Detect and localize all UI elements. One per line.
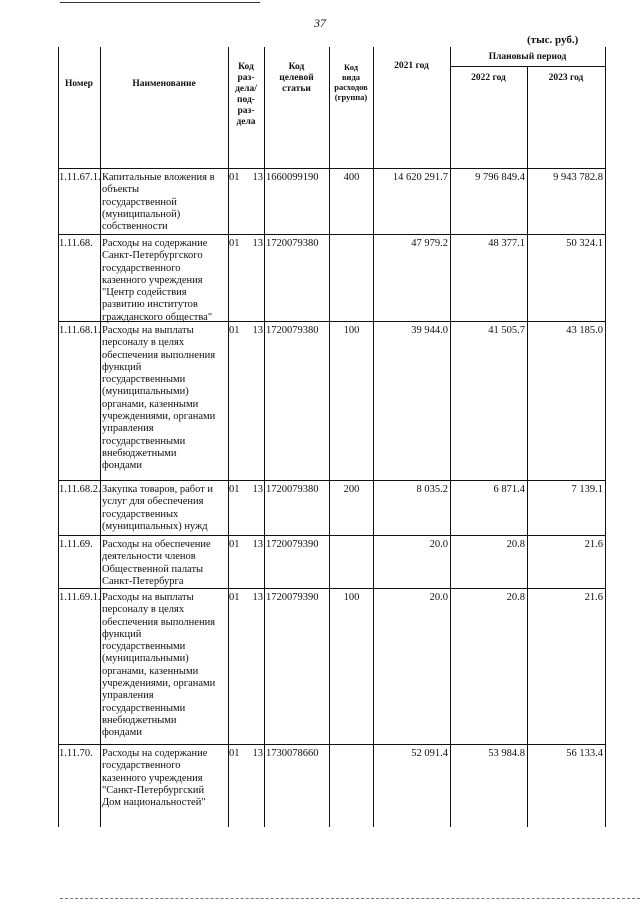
- row-name: Капитальные вложения в объекты государственной (муниципальной) собственности: [102, 172, 215, 233]
- row-border: [58, 168, 605, 169]
- row-section: 01: [229, 238, 240, 249]
- row-section: 01: [229, 325, 240, 336]
- row-amount-2023: 7 139.1: [571, 484, 603, 495]
- header-2023: 2023 год: [548, 73, 584, 83]
- col-border: [373, 47, 374, 827]
- row-amount-2023: 50 324.1: [566, 238, 603, 249]
- row-expense-type: 400: [343, 172, 360, 183]
- row-number: 1.11.68.1.: [59, 325, 101, 336]
- header-expense-type: Код вида расходов (группа): [334, 62, 368, 102]
- row-expense-type: 100: [343, 325, 360, 336]
- header-number: Номер: [65, 79, 93, 89]
- row-amount-2021: 8 035.2: [416, 484, 448, 495]
- row-number: 1.11.70.: [59, 748, 93, 759]
- row-target-code: 1720079390: [266, 592, 319, 603]
- row-amount-2022: 20.8: [506, 592, 525, 603]
- row-amount-2022: 9 796 849.4: [475, 172, 525, 183]
- row-amount-2022: 48 377.1: [488, 238, 525, 249]
- row-amount-2022: 6 871.4: [493, 484, 525, 495]
- row-amount-2021: 52 091.4: [411, 748, 448, 759]
- row-amount-2021: 47 979.2: [411, 238, 448, 249]
- row-border: [58, 744, 605, 745]
- col-border: [605, 47, 606, 827]
- header-target-code: Код целевой статьи: [279, 62, 314, 94]
- col-border: [100, 47, 101, 827]
- row-border: [58, 234, 605, 235]
- header-2022: 2022 год: [471, 73, 506, 83]
- row-expense-type: 100: [343, 592, 360, 603]
- page-number: 37: [314, 16, 326, 30]
- row-section: 01: [229, 484, 240, 495]
- row-name: Расходы на выплаты персоналу в целях обеспечения выполнения функций государственными (муниципальными) органами, казенными учреждениями, органами управления государственными внебюджетными фондами: [102, 325, 216, 472]
- row-number: 1.11.68.2.: [59, 484, 101, 495]
- row-subsection: 13: [252, 238, 263, 249]
- row-number: 1.11.67.1.: [59, 172, 101, 183]
- row-amount-2021: 14 620 291.7: [392, 172, 448, 183]
- row-subsection: 13: [252, 592, 263, 603]
- row-amount-2023: 21.6: [584, 539, 603, 550]
- row-name: Расходы на выплаты персоналу в целях обеспечения выполнения функций государственными (муниципальными) органами, казенными учреждениями, органами управления государственными внебюджетными фондами: [102, 592, 216, 739]
- row-section: 01: [229, 172, 240, 183]
- header-name: Наименование: [132, 79, 196, 89]
- row-target-code: 1720079380: [266, 484, 319, 495]
- col-border: [228, 47, 229, 827]
- col-border: [58, 47, 59, 827]
- row-section: 01: [229, 539, 240, 550]
- unit-note: (тыс. руб.): [527, 34, 579, 46]
- row-target-code: 1720079390: [266, 539, 319, 550]
- col-border: [450, 47, 451, 827]
- row-target-code: 1660099190: [266, 172, 319, 183]
- row-amount-2021: 20.0: [429, 592, 448, 603]
- row-amount-2023: 43 185.0: [566, 325, 603, 336]
- row-target-code: 1720079380: [266, 238, 319, 249]
- header-2021: 2021 год: [394, 61, 429, 71]
- row-number: 1.11.68.: [59, 238, 93, 249]
- col-border: [264, 47, 265, 827]
- row-amount-2022: 20.8: [506, 539, 525, 550]
- row-subsection: 13: [252, 172, 263, 183]
- col-border: [329, 47, 330, 827]
- row-amount-2023: 21.6: [584, 592, 603, 603]
- header-section-code: Код раз- дела/ под- раз- дела: [235, 62, 257, 127]
- row-subsection: 13: [252, 325, 263, 336]
- row-subsection: 13: [252, 484, 263, 495]
- row-border: [58, 480, 605, 481]
- row-amount-2023: 56 133.4: [566, 748, 603, 759]
- bottom-rule: [60, 898, 640, 899]
- row-subsection: 13: [252, 748, 263, 759]
- row-section: 01: [229, 592, 240, 603]
- row-expense-type: 200: [343, 484, 360, 495]
- row-target-code: 1730078660: [266, 748, 319, 759]
- row-name: Расходы на содержание Санкт-Петербургского государственного казенного учреждения "Центр содействия развитию институтов гражданского общества": [102, 238, 213, 323]
- row-subsection: 13: [252, 539, 263, 550]
- row-section: 01: [229, 748, 240, 759]
- row-border: [450, 66, 605, 67]
- row-number: 1.11.69.: [59, 539, 93, 550]
- row-amount-2021: 39 944.0: [411, 325, 448, 336]
- row-amount-2021: 20.0: [429, 539, 448, 550]
- row-number: 1.11.69.1.: [59, 592, 101, 603]
- row-name: Расходы на обеспечение деятельности членов Общественной палаты Санкт-Петербурга: [102, 539, 211, 587]
- row-amount-2022: 41 505.7: [488, 325, 525, 336]
- row-name: Закупка товаров, работ и услуг для обеспечения государственных (муниципальных) нужд: [102, 484, 214, 532]
- row-target-code: 1720079380: [266, 325, 319, 336]
- row-border: [58, 535, 605, 536]
- row-amount-2023: 9 943 782.8: [553, 172, 603, 183]
- header-planned-period: Плановый период: [488, 52, 567, 62]
- row-amount-2022: 53 984.8: [488, 748, 525, 759]
- row-name: Расходы на содержание государственного казенного учреждения "Санкт-Петербургский Дом национальностей": [102, 748, 208, 809]
